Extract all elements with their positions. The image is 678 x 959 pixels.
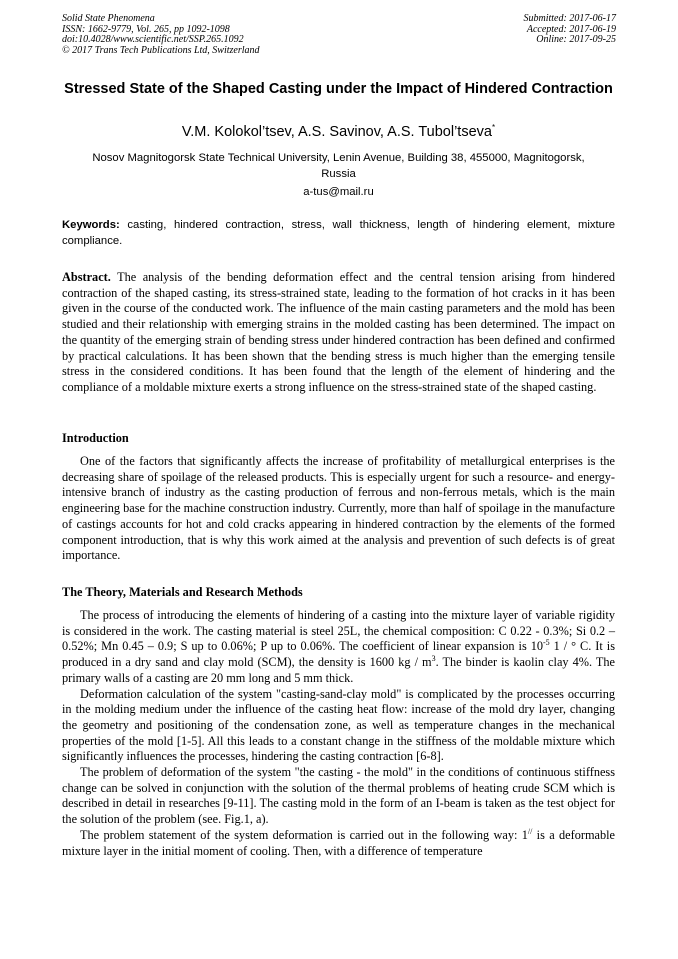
introduction-heading: Introduction <box>62 431 129 445</box>
submitted-date: Submitted: 2017-06-17 <box>523 13 616 24</box>
submission-dates <box>396 14 616 46</box>
paper-title: Stressed State of the Shaped Casting under the Impact of Hindered Contraction <box>64 81 613 97</box>
journal-info <box>62 14 382 56</box>
density-exponent: 3 <box>431 654 436 664</box>
expansion-exponent: -5 <box>543 638 550 648</box>
theory-p1-part-b: 1 / ° C. It is produced in a dry sand and clay mold (SCM), the density is 1600 kg / m <box>62 639 615 670</box>
keywords-label: Keywords: <box>62 219 120 231</box>
journal-doi: doi:10.4028/www.scientific.net/SSP.265.1092 <box>62 34 244 46</box>
layer-mark: // <box>527 826 533 836</box>
author-list <box>62 123 615 141</box>
journal-name: Solid State Phenomena <box>62 13 155 24</box>
theory-paragraph-1 <box>62 608 615 687</box>
theory-paragraph-3: The problem of deformation of the system "the casting - the mold" in the conditions of continuous stiffness change can be solved in conjunction with the solution of the thermal problems of heating crude SCM which is described in detail in researches [9-11]. The casting mold in the form of an I-beam is taken as the test object for the solution of the problem (see. Fig.1, a). <box>62 765 615 827</box>
theory-paragraph-4 <box>62 828 615 859</box>
author-email: a-tus@mail.ru <box>303 186 374 198</box>
keywords <box>62 218 615 249</box>
accepted-date: Accepted: 2017-06-19 <box>526 23 616 35</box>
corresponding-author-mark: * <box>491 123 496 133</box>
introduction-paragraph: One of the factors that significantly affects the increase of profitability of metallurgical enterprises is the decreasing share of spoilage of the released products. This is especially urgent for such a resource- and energy-intensive branch of industry as the casting production of ferrous and non-ferrous metals, which is the main engineering base for the machine construction industry. Currently, more than half of spoilage in the manufacture of castings accounts for hot and cold cracks appearing in hindered contraction by the elements of the formed component introduction, that is why this work aimed at the analysis and prevention of such defects is of great importance. <box>62 454 615 563</box>
theory-p1-part-a: The process of introducing the elements of hindering of a casting into the mixture layer of variable rigidity is considered in the work. The casting material is steel 25L, the chemical composition: C 0.22 - 0.3%; Si 0.2 – 0.52%; Mn 0.45 – 0.9; S up to 0.06%; P up to 0.06%. The coefficient of linear expansion is 10 <box>62 608 615 654</box>
affiliation: Nosov Magnitogorsk State Technical University, Lenin Avenue, Building 38, 455000, Magnitogorsk, Russia <box>92 152 585 180</box>
abstract <box>62 270 615 396</box>
online-date: Online: 2017-09-25 <box>536 34 616 46</box>
keywords-text: casting, hindered contraction, stress, wall thickness, length of hindering element, mixture compliance. <box>62 219 615 247</box>
theory-paragraph-2: Deformation calculation of the system "casting-sand-clay mold" is complicated by the processes occurring in the molding medium under the influence of the casting heat flow: increase of the mold dry layer, changing the geometry and positioning of the condensation zone, as well as temperature changes in the mechanical properties of the mold [1-5]. All this leads to a constant change in the stiffness of the moldable mixture which significantly influences the processes, hindering the casting contraction [6-8]. <box>62 686 615 764</box>
abstract-label: Abstract. <box>62 270 111 284</box>
journal-copyright: © 2017 Trans Tech Publications Ltd, Switzerland <box>62 44 260 56</box>
abstract-text: The analysis of the bending deformation effect and the central tension arising from hindered contraction of the shaped casting, its stress-strained state, leading to the formation of hot cracks in it has been given in the course of the conducted work. The influence of the main casting parameters and the mold has been studied and their relationship with emerging strains in the molded casting has been determined. The impact on the quantity of the emerging strain of bending stress under hindered contraction has been defined and confirmed by practical calculations. It has been shown that the bending stress is much higher than the emerging tensile stress in the considered conditions. It has been found that the length of the element of hindering and the compliance of a moldable mixture exerts a strong influence on the stress-strained state of the shaped casting. <box>62 270 615 394</box>
theory-p4-part-a: The problem statement of the system deformation is carried out in the following way: 1 <box>80 827 528 842</box>
author-names: V.M. Kolokol’tsev, A.S. Savinov, A.S. Tubol’tseva <box>181 124 492 140</box>
introduction-section <box>62 454 615 564</box>
journal-issn: ISSN: 1662-9779, Vol. 265, pp 1092-1098 <box>62 23 230 35</box>
theory-p1-part-c: . The binder is kaolin clay 4%. The primary walls of a casting are 20 mm long and 5 mm thick. <box>62 655 615 685</box>
theory-heading: The Theory, Materials and Research Methods <box>62 585 303 599</box>
theory-section <box>62 608 615 859</box>
theory-p4-part-b: is a deformable mixture layer in the initial moment of cooling. Then, with a difference of temperature <box>62 827 615 858</box>
